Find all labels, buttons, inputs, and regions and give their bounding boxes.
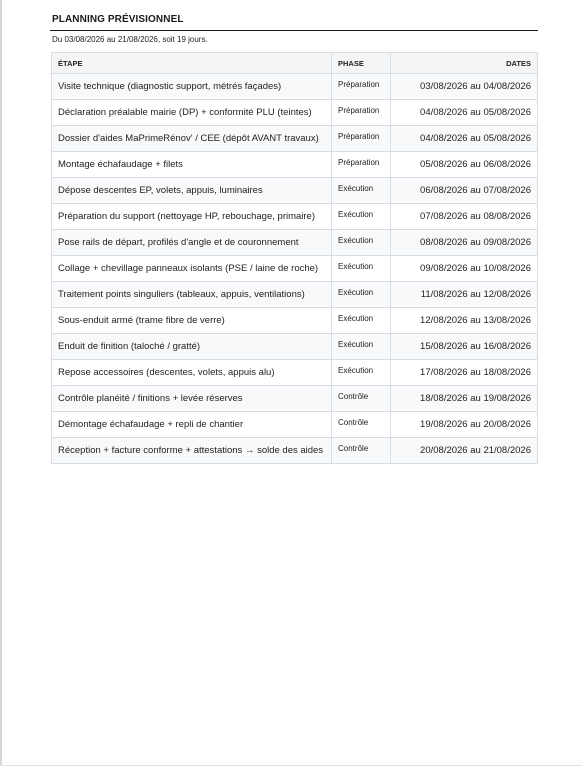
step-cell: Sous-enduit armé (trame fibre de verre) <box>52 308 332 334</box>
step-cell: Repose accessoires (descentes, volets, appuis alu) <box>52 360 332 386</box>
dates-cell: 03/08/2026 au 04/08/2026 <box>391 74 538 100</box>
table-row <box>52 438 538 464</box>
phase-cell: Exécution <box>332 308 391 334</box>
step-cell: Montage échafaudage + filets <box>52 152 332 178</box>
planning-table-body <box>52 74 538 464</box>
dates-cell: 17/08/2026 au 18/08/2026 <box>391 360 538 386</box>
phase-cell: Exécution <box>332 204 391 230</box>
table-row <box>52 308 538 334</box>
table-row <box>52 386 538 412</box>
step-cell: Contrôle planéité / finitions + levée réserves <box>52 386 332 412</box>
dates-cell: 19/08/2026 au 20/08/2026 <box>391 412 538 438</box>
dates-cell: 15/08/2026 au 16/08/2026 <box>391 334 538 360</box>
dates-cell: 12/08/2026 au 13/08/2026 <box>391 308 538 334</box>
section-title: PLANNING PRÉVISIONNEL <box>52 14 184 25</box>
table-row <box>52 126 538 152</box>
dates-cell: 08/08/2026 au 09/08/2026 <box>391 230 538 256</box>
phase-cell: Préparation <box>332 74 391 100</box>
dates-cell: 18/08/2026 au 19/08/2026 <box>391 386 538 412</box>
phase-cell: Exécution <box>332 360 391 386</box>
phase-cell: Préparation <box>332 126 391 152</box>
dates-cell: 11/08/2026 au 12/08/2026 <box>391 282 538 308</box>
planning-table-header <box>52 53 538 74</box>
column-header-phase: PHASE <box>332 53 391 74</box>
phase-cell: Exécution <box>332 256 391 282</box>
planning-table <box>51 52 538 464</box>
phase-cell: Préparation <box>332 152 391 178</box>
phase-cell: Contrôle <box>332 438 391 464</box>
table-row <box>52 334 538 360</box>
column-header-dates: DATES <box>391 53 538 74</box>
step-cell: Dépose descentes EP, volets, appuis, luminaires <box>52 178 332 204</box>
table-row <box>52 282 538 308</box>
step-cell: Pose rails de départ, profilés d'angle et de couronnement <box>52 230 332 256</box>
step-cell: Dossier d'aides MaPrimeRénov' / CEE (dépôt AVANT travaux) <box>52 126 332 152</box>
table-row <box>52 74 538 100</box>
dates-cell: 05/08/2026 au 06/08/2026 <box>391 152 538 178</box>
table-row <box>52 152 538 178</box>
table-row <box>52 178 538 204</box>
table-row <box>52 412 538 438</box>
dates-cell: 09/08/2026 au 10/08/2026 <box>391 256 538 282</box>
column-header-step: ÉTAPE <box>52 53 332 74</box>
step-cell: Visite technique (diagnostic support, métrés façades) <box>52 74 332 100</box>
dates-cell: 04/08/2026 au 05/08/2026 <box>391 126 538 152</box>
header-row <box>52 53 538 74</box>
table-row <box>52 204 538 230</box>
table-row <box>52 360 538 386</box>
step-cell: Démontage échafaudage + repli de chantier <box>52 412 332 438</box>
phase-cell: Exécution <box>332 334 391 360</box>
table-row <box>52 100 538 126</box>
phase-cell: Exécution <box>332 230 391 256</box>
step-cell: Collage + chevillage panneaux isolants (PSE / laine de roche) <box>52 256 332 282</box>
step-cell: Réception + facture conforme + attestations → solde des aides <box>52 438 332 464</box>
table-row <box>52 230 538 256</box>
step-cell: Préparation du support (nettoyage HP, rebouchage, primaire) <box>52 204 332 230</box>
table-row <box>52 256 538 282</box>
step-cell: Enduit de finition (taloché / gratté) <box>52 334 332 360</box>
phase-cell: Exécution <box>332 178 391 204</box>
phase-cell: Préparation <box>332 100 391 126</box>
dates-cell: 07/08/2026 au 08/08/2026 <box>391 204 538 230</box>
phase-cell: Exécution <box>332 282 391 308</box>
title-divider <box>50 30 538 31</box>
phase-cell: Contrôle <box>332 386 391 412</box>
dates-cell: 06/08/2026 au 07/08/2026 <box>391 178 538 204</box>
phase-cell: Contrôle <box>332 412 391 438</box>
dates-cell: 20/08/2026 au 21/08/2026 <box>391 438 538 464</box>
page-left-edge <box>0 0 2 766</box>
step-cell: Déclaration préalable mairie (DP) + conformité PLU (teintes) <box>52 100 332 126</box>
step-cell: Traitement points singuliers (tableaux, appuis, ventilations) <box>52 282 332 308</box>
planning-summary: Du 03/08/2026 au 21/08/2026, soit 19 jours. <box>52 35 208 44</box>
dates-cell: 04/08/2026 au 05/08/2026 <box>391 100 538 126</box>
